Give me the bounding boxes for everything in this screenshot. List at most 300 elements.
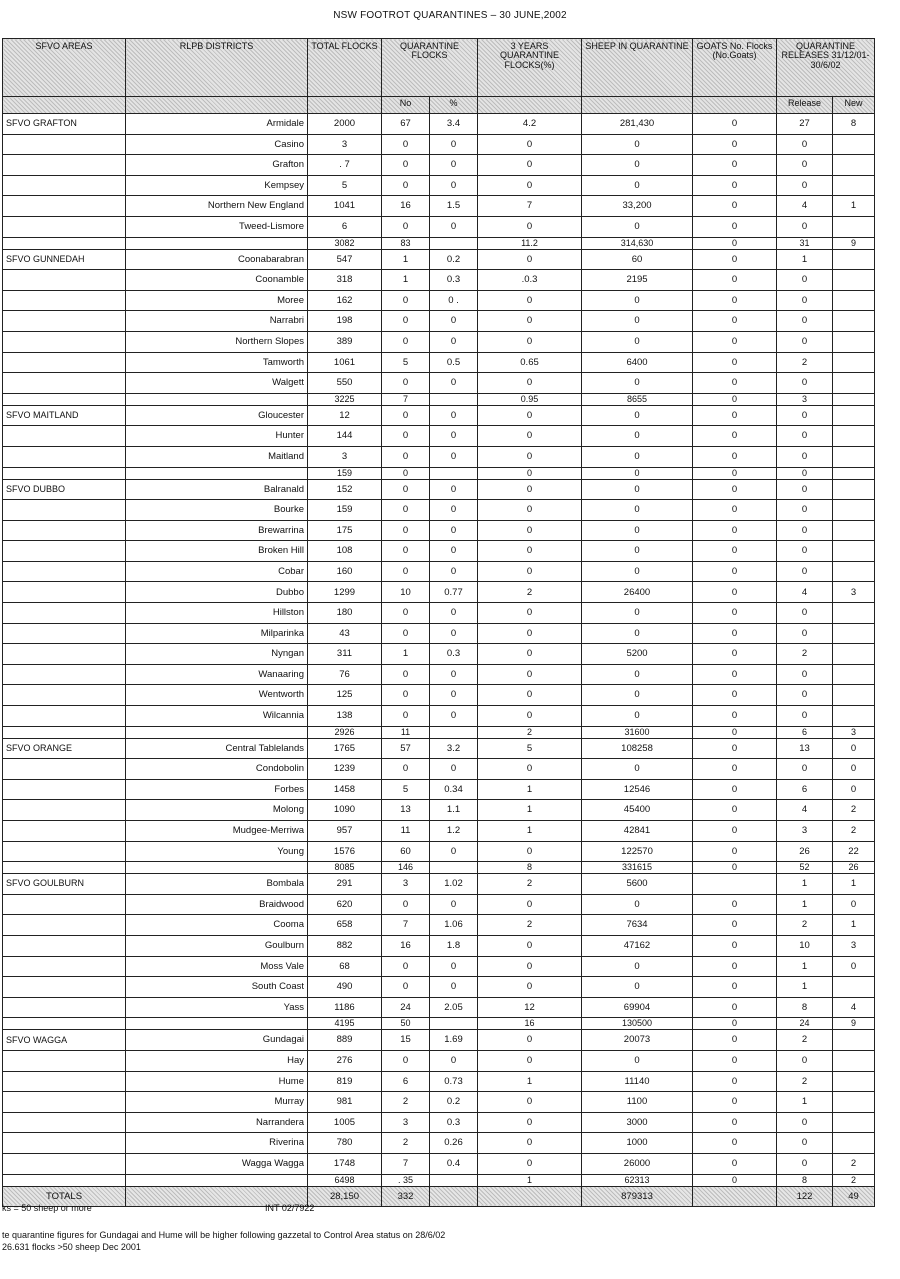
goats-cell: 0 [693,500,777,521]
totals-blank [430,1186,478,1207]
district-cell: Bourke [126,500,308,521]
goats-cell: 0 [693,249,777,270]
new-cell [833,393,875,405]
district-cell [126,726,308,738]
quarantine-pct-cell [430,393,478,405]
new-cell: 0 [833,956,875,977]
quarantine-pct-cell: 0 [430,479,478,500]
quarantine-pct-cell: 1.1 [430,800,478,821]
district-cell: Nyngan [126,644,308,665]
goats-cell: 0 [693,479,777,500]
table-row [3,331,875,352]
sheep-cell: 314,630 [582,237,693,249]
total-flocks-cell: 175 [308,520,382,541]
subtotal-row [3,1018,875,1030]
new-cell: 8 [833,114,875,135]
new-cell: 22 [833,841,875,862]
three-years-cell: 0 [478,1112,582,1133]
table-row [3,500,875,521]
header-sub-new: New [833,97,875,114]
quarantine-no-cell: 0 [382,467,430,479]
district-cell [126,237,308,249]
goats-cell: 0 [693,1092,777,1113]
footnote-flock-count: 26.631 flocks >50 sheep Dec 2001 [2,1242,141,1252]
total-flocks-cell: 1239 [308,759,382,780]
total-flocks-cell: 5 [308,175,382,196]
new-cell: 3 [833,582,875,603]
district-cell: Tweed-Lismore [126,216,308,237]
new-cell [833,664,875,685]
release-cell: 0 [777,520,833,541]
district-cell: Molong [126,800,308,821]
sheep-cell: 0 [582,541,693,562]
goats-cell: 0 [693,541,777,562]
three-years-cell: 12 [478,997,582,1018]
total-flocks-cell: 550 [308,373,382,394]
district-cell: Murray [126,1092,308,1113]
new-cell [833,331,875,352]
release-cell: 1 [777,894,833,915]
new-cell [833,479,875,500]
total-flocks-cell: 4195 [308,1018,382,1030]
area-cell [3,1133,126,1154]
three-years-cell: .0.3 [478,270,582,291]
release-cell: 13 [777,738,833,759]
quarantine-pct-cell: 0 [430,894,478,915]
quarantine-no-cell: 67 [382,114,430,135]
area-cell [3,446,126,467]
three-years-cell: 0 [478,1050,582,1071]
totals-new: 49 [833,1186,875,1207]
release-cell: 1 [777,956,833,977]
total-flocks-cell: 108 [308,541,382,562]
new-cell [833,1030,875,1051]
quarantine-no-cell: 0 [382,561,430,582]
header-area: SFVO AREAS [3,39,126,97]
quarantine-pct-cell: 0 [430,706,478,727]
release-cell: 3 [777,393,833,405]
three-years-cell: 0.95 [478,393,582,405]
quarantine-no-cell: 0 [382,405,430,426]
new-cell: 1 [833,874,875,895]
goats-cell: 0 [693,997,777,1018]
release-cell: 0 [777,290,833,311]
sheep-cell: 11140 [582,1071,693,1092]
total-flocks-cell: 1299 [308,582,382,603]
header-blank [308,97,382,114]
table-row [3,541,875,562]
sheep-cell: 60 [582,249,693,270]
release-cell: 10 [777,935,833,956]
district-cell: South Coast [126,977,308,998]
total-flocks-cell: 1765 [308,738,382,759]
district-cell: Kempsey [126,175,308,196]
quarantine-no-cell: 0 [382,175,430,196]
quarantine-pct-cell: 0 [430,561,478,582]
total-flocks-cell: 1748 [308,1153,382,1174]
sheep-cell: 0 [582,467,693,479]
three-years-cell: 0 [478,290,582,311]
three-years-cell: 0 [478,467,582,479]
release-cell: 0 [777,405,833,426]
totals-flocks: 28,150 [308,1186,382,1207]
release-cell: 0 [777,685,833,706]
sheep-cell: 0 [582,977,693,998]
quarantine-pct-cell: 0.3 [430,644,478,665]
table-row [3,664,875,685]
footnote-flock-size: ks = 50 sheep or more [2,1203,92,1213]
area-cell [3,520,126,541]
quarantine-pct-cell: 0.26 [430,1133,478,1154]
goats-cell [693,874,777,895]
goats-cell: 0 [693,1153,777,1174]
new-cell: 0 [833,894,875,915]
quarantine-pct-cell: 0 [430,331,478,352]
district-cell: Northern Slopes [126,331,308,352]
goats-cell: 0 [693,175,777,196]
quarantine-pct-cell [430,237,478,249]
new-cell: 0 [833,738,875,759]
district-cell [126,1174,308,1186]
new-cell [833,405,875,426]
quarantine-no-cell: 146 [382,862,430,874]
area-cell: SFVO ORANGE [3,738,126,759]
totals-row [3,1186,875,1207]
subtotal-row [3,393,875,405]
header-blank [3,97,126,114]
three-years-cell: 0 [478,155,582,176]
three-years-cell: 0 [478,373,582,394]
district-cell: Gundagai [126,1030,308,1051]
quarantine-pct-cell: 0 [430,977,478,998]
three-years-cell: 0 [478,500,582,521]
area-cell [3,997,126,1018]
area-cell [3,759,126,780]
district-cell: Forbes [126,779,308,800]
quarantine-no-cell: 0 [382,446,430,467]
area-cell [3,1018,126,1030]
quarantine-no-cell: 7 [382,915,430,936]
quarantine-pct-cell: 0 [430,1050,478,1071]
table-body [3,114,875,1207]
total-flocks-cell: 819 [308,1071,382,1092]
release-cell: 1 [777,1092,833,1113]
sheep-cell: 0 [582,426,693,447]
table-row [3,644,875,665]
quarantine-pct-cell: 1.06 [430,915,478,936]
total-flocks-cell: 311 [308,644,382,665]
three-years-cell: 0 [478,331,582,352]
goats-cell: 0 [693,1133,777,1154]
new-cell [833,249,875,270]
release-cell: 27 [777,114,833,135]
new-cell [833,1092,875,1113]
total-flocks-cell: 1005 [308,1112,382,1133]
table-row [3,373,875,394]
total-flocks-cell: 68 [308,956,382,977]
district-cell: Narrandera [126,1112,308,1133]
quarantine-no-cell: 83 [382,237,430,249]
sheep-cell: 0 [582,956,693,977]
release-cell: 0 [777,426,833,447]
goats-cell: 0 [693,862,777,874]
area-cell [3,821,126,842]
three-years-cell: 1 [478,779,582,800]
three-years-cell: 0 [478,685,582,706]
district-cell: Moss Vale [126,956,308,977]
area-cell [3,561,126,582]
table-row [3,1153,875,1174]
three-years-cell: 0 [478,759,582,780]
district-cell: Balranald [126,479,308,500]
total-flocks-cell: 125 [308,685,382,706]
total-flocks-cell: 138 [308,706,382,727]
release-cell: 1 [777,874,833,895]
total-flocks-cell: 620 [308,894,382,915]
sheep-cell: 0 [582,405,693,426]
sheep-cell: 0 [582,134,693,155]
new-cell: 3 [833,935,875,956]
quarantine-no-cell: 0 [382,603,430,624]
header-sub-release: Release [777,97,833,114]
quarantine-pct-cell: 0 [430,405,478,426]
area-cell [3,1112,126,1133]
area-cell [3,352,126,373]
header-blank [582,97,693,114]
quarantine-no-cell: 0 [382,520,430,541]
quarantine-pct-cell: 0 [430,216,478,237]
sheep-cell: 0 [582,1050,693,1071]
subtotal-row [3,237,875,249]
table-row [3,134,875,155]
table-row [3,311,875,332]
header-goats: GOATS No. Flocks (No.Goats) [693,39,777,97]
district-cell: Maitland [126,446,308,467]
total-flocks-cell: 1061 [308,352,382,373]
document-reference: INT 02/7922 [265,1203,315,1213]
new-cell: 1 [833,196,875,217]
goats-cell: 0 [693,726,777,738]
three-years-cell: 0 [478,603,582,624]
goats-cell: 0 [693,561,777,582]
district-cell: Hume [126,1071,308,1092]
three-years-cell: 0 [478,1092,582,1113]
totals-blank [693,1186,777,1207]
goats-cell: 0 [693,685,777,706]
quarantine-no-cell: 57 [382,738,430,759]
quarantine-table [2,38,875,1207]
release-cell: 0 [777,1112,833,1133]
district-cell [126,393,308,405]
total-flocks-cell: 1186 [308,997,382,1018]
goats-cell: 0 [693,216,777,237]
district-cell [126,862,308,874]
sheep-cell: 0 [582,373,693,394]
quarantine-no-cell: 0 [382,311,430,332]
sheep-cell: 0 [582,623,693,644]
area-cell: SFVO MAITLAND [3,405,126,426]
quarantine-pct-cell: 0.3 [430,270,478,291]
new-cell [833,373,875,394]
three-years-cell: 4.2 [478,114,582,135]
sheep-cell: 26400 [582,582,693,603]
new-cell [833,290,875,311]
district-cell: Riverina [126,1133,308,1154]
quarantine-no-cell: 0 [382,373,430,394]
table-row [3,935,875,956]
new-cell [833,1071,875,1092]
total-flocks-cell: 547 [308,249,382,270]
total-flocks-cell: 276 [308,1050,382,1071]
sheep-cell: 33,200 [582,196,693,217]
table-row [3,426,875,447]
district-cell: Gloucester [126,405,308,426]
goats-cell: 0 [693,1050,777,1071]
release-cell: 0 [777,541,833,562]
goats-cell: 0 [693,1018,777,1030]
goats-cell: 0 [693,894,777,915]
total-flocks-cell: . 7 [308,155,382,176]
quarantine-no-cell: 0 [382,290,430,311]
header-sheep: SHEEP IN QUARANTINE [582,39,693,97]
district-cell: Wanaaring [126,664,308,685]
three-years-cell: 5 [478,738,582,759]
quarantine-no-cell: 3 [382,1112,430,1133]
three-years-cell: 0 [478,706,582,727]
quarantine-no-cell: 50 [382,1018,430,1030]
quarantine-pct-cell [430,1174,478,1186]
table-row [3,685,875,706]
district-cell: Dubbo [126,582,308,603]
area-cell [3,956,126,977]
district-cell: Bombala [126,874,308,895]
area-cell: SFVO WAGGA [3,1030,126,1051]
quarantine-no-cell: 5 [382,352,430,373]
sheep-cell: 108258 [582,738,693,759]
release-cell: 0 [777,270,833,291]
new-cell: 2 [833,1174,875,1186]
sheep-cell: 26000 [582,1153,693,1174]
district-cell: Cooma [126,915,308,936]
area-cell [3,1071,126,1092]
three-years-cell: 0 [478,249,582,270]
total-flocks-cell: 162 [308,290,382,311]
release-cell: 0 [777,706,833,727]
sheep-cell: 0 [582,216,693,237]
quarantine-no-cell: 0 [382,894,430,915]
goats-cell: 0 [693,1030,777,1051]
release-cell: 0 [777,373,833,394]
district-cell: Moree [126,290,308,311]
district-cell: Wagga Wagga [126,1153,308,1174]
quarantine-no-cell: 2 [382,1133,430,1154]
three-years-cell: 0 [478,541,582,562]
table-row [3,352,875,373]
area-cell [3,155,126,176]
quarantine-no-cell: 0 [382,685,430,706]
total-flocks-cell: 2000 [308,114,382,135]
area-cell [3,134,126,155]
new-cell [833,134,875,155]
three-years-cell: 11.2 [478,237,582,249]
sheep-cell: 331615 [582,862,693,874]
quarantine-pct-cell: 0 [430,603,478,624]
new-cell [833,155,875,176]
header-blank [478,97,582,114]
three-years-cell: 1 [478,821,582,842]
quarantine-pct-cell: 0 [430,134,478,155]
total-flocks-cell: 318 [308,270,382,291]
sheep-cell: 1100 [582,1092,693,1113]
table-row [3,249,875,270]
goats-cell: 0 [693,915,777,936]
sheep-cell: 0 [582,311,693,332]
total-flocks-cell: 198 [308,311,382,332]
total-flocks-cell: 3 [308,134,382,155]
sheep-cell: 0 [582,685,693,706]
area-cell [3,237,126,249]
area-cell [3,841,126,862]
total-flocks-cell: 76 [308,664,382,685]
release-cell: 0 [777,759,833,780]
district-cell: Young [126,841,308,862]
area-cell [3,935,126,956]
subtotal-row [3,1174,875,1186]
table-row [3,956,875,977]
area-cell: SFVO GOULBURN [3,874,126,895]
sheep-cell: 31600 [582,726,693,738]
total-flocks-cell: 3225 [308,393,382,405]
release-cell: 0 [777,446,833,467]
goats-cell: 0 [693,155,777,176]
table-row [3,114,875,135]
table-row [3,603,875,624]
goats-cell: 0 [693,373,777,394]
three-years-cell: 0.65 [478,352,582,373]
quarantine-pct-cell: 0 . [430,290,478,311]
new-cell: 0 [833,779,875,800]
new-cell: 4 [833,997,875,1018]
quarantine-pct-cell: 0 [430,155,478,176]
new-cell [833,685,875,706]
new-cell [833,1050,875,1071]
area-cell [3,500,126,521]
release-cell: 0 [777,216,833,237]
sheep-cell: 1000 [582,1133,693,1154]
goats-cell: 0 [693,1112,777,1133]
new-cell: 26 [833,862,875,874]
new-cell [833,446,875,467]
quarantine-no-cell: 3 [382,874,430,895]
three-years-cell: 0 [478,956,582,977]
release-cell: 2 [777,644,833,665]
sheep-cell: 0 [582,155,693,176]
new-cell: 1 [833,915,875,936]
goats-cell: 0 [693,977,777,998]
total-flocks-cell: 1041 [308,196,382,217]
area-cell [3,1153,126,1174]
area-cell [3,1092,126,1113]
new-cell: 0 [833,759,875,780]
goats-cell: 0 [693,134,777,155]
total-flocks-cell: 152 [308,479,382,500]
quarantine-pct-cell: 2.05 [430,997,478,1018]
table-row [3,1133,875,1154]
district-cell: Hay [126,1050,308,1071]
total-flocks-cell: 3082 [308,237,382,249]
quarantine-pct-cell: 3.2 [430,738,478,759]
quarantine-no-cell: 11 [382,726,430,738]
